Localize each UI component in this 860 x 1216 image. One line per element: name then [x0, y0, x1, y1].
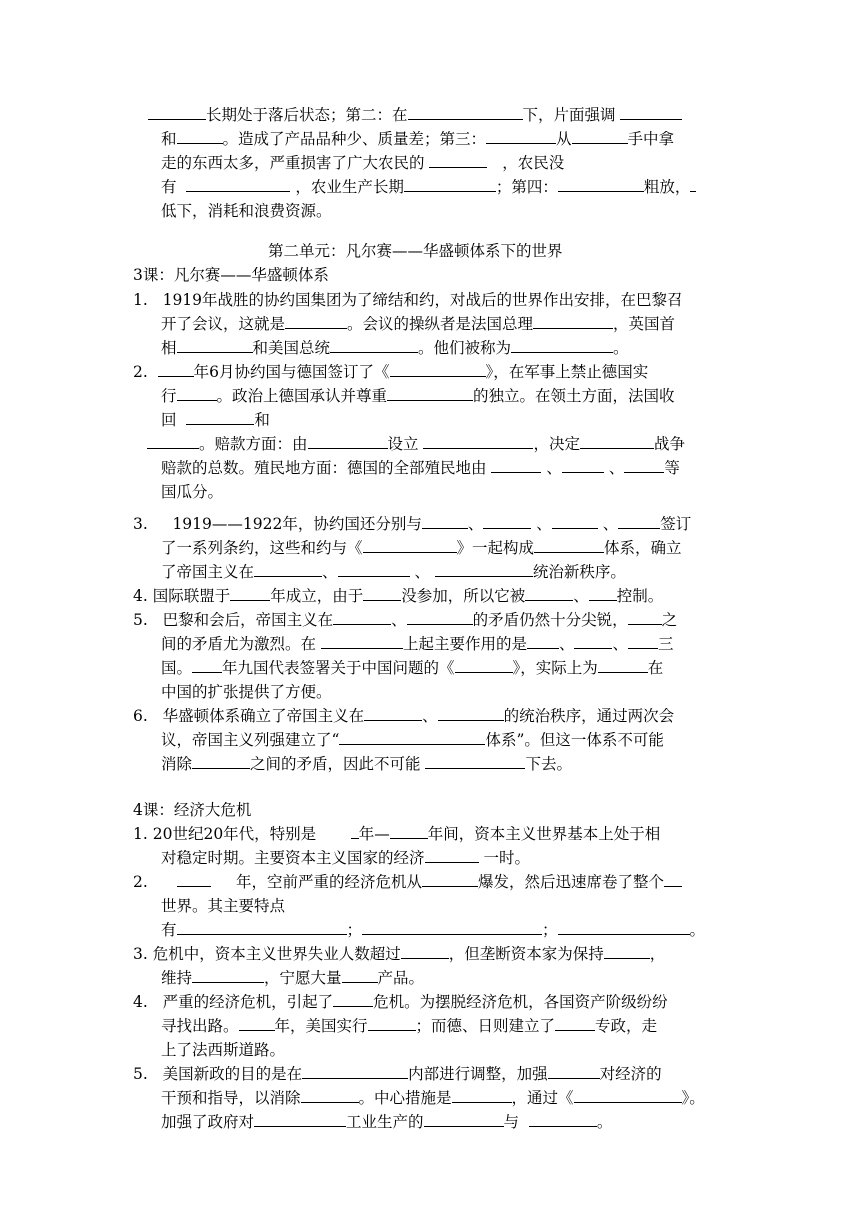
l3-q5-line3: 国。 年九国代表签署关于中国问题的《 》，实际上为 在 — [161, 659, 664, 677]
blank[interactable] — [254, 1111, 346, 1127]
blank[interactable] — [580, 433, 654, 449]
l3-q5-line4: 中国的扩张提供了方便。 — [161, 683, 332, 701]
l3-q2-line2: 行 。政治上德国承认并尊重 的独立。在领土方面，法国收 — [161, 387, 675, 405]
blank[interactable] — [558, 176, 644, 192]
blank[interactable] — [511, 337, 613, 353]
blank[interactable] — [363, 537, 457, 553]
blank[interactable] — [390, 823, 428, 839]
blank[interactable] — [534, 537, 604, 553]
blank[interactable] — [362, 919, 542, 935]
blank[interactable] — [230, 585, 270, 601]
blank[interactable] — [628, 633, 658, 649]
l4-q4-line2: 寻找出路。 年，美国实行 ；而德、日则建立了 专政，走 — [161, 1017, 658, 1035]
blank[interactable] — [628, 609, 662, 625]
blank[interactable] — [239, 1015, 275, 1031]
top-line-4: 有 ，农业生产长期 ；第四： 粗放， — [161, 176, 696, 198]
l3-q3-line1: 3. 1919——1922年，协约国还分别与 、 、 、 签订 — [133, 515, 692, 533]
blank[interactable] — [339, 729, 485, 745]
l3-q6-line2: 议，帝国主义列强建立了“ 体系”。但这一体系不可能 — [161, 731, 664, 749]
blank[interactable] — [525, 585, 573, 601]
blank[interactable] — [330, 337, 418, 353]
blank[interactable] — [624, 457, 664, 473]
blank[interactable] — [158, 361, 194, 377]
blank[interactable] — [333, 609, 391, 625]
l3-q5-line1: 5. 巴黎和会后，帝国主义在 、 的矛盾仍然十分尖锐， 之 — [133, 611, 678, 629]
blank[interactable] — [423, 433, 533, 449]
l4-q5-line1: 5. 美国新政的目的是在 内部进行调整，加强 对经济的 — [133, 1065, 662, 1083]
blank[interactable] — [333, 991, 373, 1007]
l3-q2-line3: 回 和 — [161, 411, 270, 429]
l3-q2-line5: 赔款的总数。殖民地方面：德国的全部殖民地由 、 、 等 — [161, 459, 680, 477]
unit-title: 第二单元：凡尔赛——华盛顿体系下的世界 — [268, 242, 563, 260]
l4-q4-line1: 4. 严重的经济危机，引起了 危机。为摆脱经济危机，各国资产阶级纷纷 — [133, 993, 668, 1011]
blank[interactable] — [664, 871, 682, 887]
blank[interactable] — [351, 823, 359, 839]
blank[interactable] — [435, 561, 533, 577]
blank[interactable] — [408, 104, 523, 120]
l4-q5-line2: 干预和指导，以消除 。中心措施是 ，通过《 》。 — [161, 1089, 705, 1107]
blank[interactable] — [604, 943, 650, 959]
blank[interactable] — [401, 943, 449, 959]
blank[interactable] — [147, 433, 199, 449]
blank[interactable] — [422, 513, 468, 529]
blank[interactable] — [558, 919, 690, 935]
lesson4-heading: 4课：经济大危机 — [133, 801, 252, 819]
l3-q5-line2: 间的矛盾尤为激烈。在 上起主要作用的是 、 、 三 — [161, 635, 674, 653]
blank[interactable] — [491, 457, 541, 473]
blank[interactable] — [192, 753, 250, 769]
l4-q1-line2: 对稳定时期。主要资本主义国家的经济 一时。 — [161, 849, 530, 867]
blank[interactable] — [308, 433, 388, 449]
blank[interactable] — [254, 561, 322, 577]
l3-q1-line1: 1. 1919年战胜的协约国集团为了缔结和约，对战后的世界作出安排，在巴黎召 — [133, 291, 683, 309]
blank[interactable] — [690, 176, 696, 192]
l4-q5-line3: 加强了政府对 工业生产的 与 。 — [161, 1113, 613, 1131]
blank[interactable] — [338, 561, 410, 577]
blank[interactable] — [177, 919, 347, 935]
top-line-1: 长期处于落后状态；第二：在 下，片面强调 — [148, 104, 682, 126]
top-line-2: 和 。造成了产品品种少、质量差；第三： 从 手中拿 — [161, 130, 675, 148]
l3-q3-line3: 了帝国主义在 、 、 统治新秩序。 — [161, 563, 626, 581]
l3-q2-line1: 2. 年6月协约国与德国签订了《 》，在军事上禁止德国实 — [133, 363, 649, 381]
blank[interactable] — [424, 1111, 504, 1127]
blank[interactable] — [574, 1087, 682, 1103]
blank[interactable] — [425, 847, 479, 863]
blank[interactable] — [555, 1015, 595, 1031]
blank[interactable] — [342, 967, 378, 983]
l3-q2-line6: 国瓜分。 — [161, 483, 224, 501]
blank[interactable] — [321, 633, 403, 649]
blank[interactable] — [455, 657, 513, 673]
blank[interactable] — [589, 585, 617, 601]
blank[interactable] — [483, 513, 531, 529]
blank[interactable] — [177, 128, 223, 144]
blank[interactable] — [404, 176, 496, 192]
blank[interactable] — [177, 337, 253, 353]
blank[interactable] — [186, 176, 290, 192]
blank[interactable] — [425, 753, 525, 769]
blank[interactable] — [301, 1087, 359, 1103]
blank[interactable] — [527, 633, 559, 649]
blank[interactable] — [529, 1111, 597, 1127]
blank[interactable] — [618, 513, 660, 529]
l4-q2-line1: 2. 年，空前严重的经济危机从 爆发，然后迅速席卷了整个 — [133, 871, 682, 893]
l3-q1-line3: 相 和美国总统 。他们被称为 。 — [161, 339, 629, 357]
l3-q4: 4. 国际联盟于 年成立，由于 没参加，所以它被 、 控制。 — [133, 587, 664, 605]
blank[interactable] — [148, 104, 206, 120]
l3-q1-line2: 开了会议，这就是 。会议的操纵者是法国总理 ，英国首 — [161, 315, 676, 333]
lesson3-heading: 3课：凡尔赛——华盛顿体系 — [133, 266, 329, 284]
blank[interactable] — [390, 361, 486, 377]
blank[interactable] — [486, 128, 556, 144]
blank[interactable] — [552, 513, 598, 529]
blank[interactable] — [620, 104, 682, 120]
blank[interactable] — [285, 313, 347, 329]
blank[interactable] — [598, 657, 648, 673]
l3-q6-line1: 6. 华盛顿体系确立了帝国主义在 、 的统治秩序，通过两次会 — [133, 707, 675, 725]
blank[interactable] — [574, 633, 612, 649]
blank[interactable] — [452, 1087, 512, 1103]
blank[interactable] — [363, 585, 401, 601]
l4-q2-line3: 有 ； ； 。 — [161, 921, 706, 939]
l3-q6-line3: 消除 之间的矛盾，因此不可能 下去。 — [161, 755, 572, 773]
l4-q1-line1: 1. 20世纪20年代，特别是 年— 年间，资本主义世界基本上处于相 — [133, 825, 661, 843]
blank[interactable] — [364, 705, 422, 721]
blank[interactable] — [533, 313, 613, 329]
blank[interactable] — [186, 409, 254, 425]
l4-q4-line3: 上了法西斯道路。 — [161, 1041, 286, 1059]
blank[interactable] — [548, 1063, 600, 1079]
top-line-5: 低下，消耗和浪费资源。 — [161, 202, 332, 220]
l4-q2-line2: 世界。其主要特点 — [161, 897, 286, 915]
blank[interactable] — [438, 705, 504, 721]
blank[interactable] — [302, 1063, 408, 1079]
blank[interactable] — [368, 1015, 416, 1031]
blank[interactable] — [422, 871, 478, 887]
blank[interactable] — [387, 385, 473, 401]
blank[interactable] — [177, 871, 211, 887]
top-line-3: 走的东西太多，严重损害了广大农民的 ，农民没 — [161, 154, 565, 172]
blank[interactable] — [572, 128, 628, 144]
blank[interactable] — [407, 609, 473, 625]
l3-q2-line4: 。赔款方面：由 设立 ，决定 战争 — [147, 433, 685, 455]
l4-q3-line2: 维持 ，宁愿大量 产品。 — [161, 969, 425, 987]
blank[interactable] — [192, 967, 264, 983]
blank[interactable] — [429, 152, 487, 168]
blank[interactable] — [562, 457, 604, 473]
l4-q3-line1: 3. 危机中，资本主义世界失业人数超过 ，但垄断资本家为保持 ， — [133, 945, 666, 963]
blank[interactable] — [177, 385, 217, 401]
l3-q3-line2: 了一系列条约，这些和约与《 》一起构成 体系，确立 — [161, 539, 682, 557]
blank[interactable] — [192, 657, 222, 673]
